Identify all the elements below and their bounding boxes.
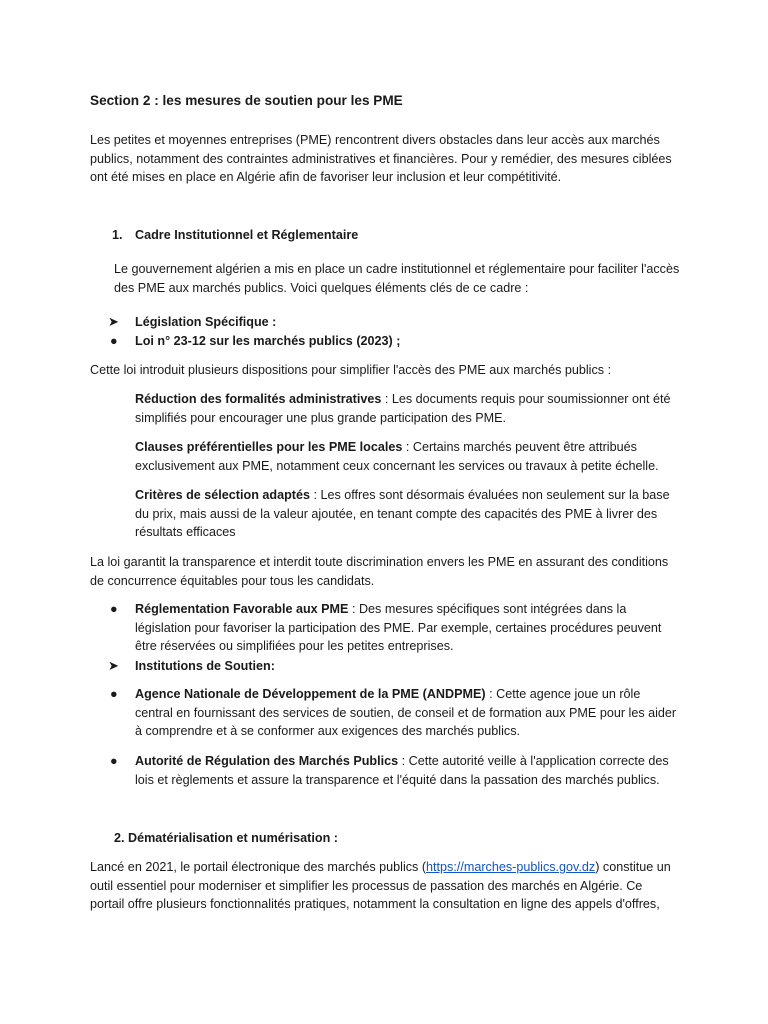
- loi-intro: Cette loi introduit plusieurs dispositions pour simplifier l'accès des PME aux marchés publics :: [90, 363, 612, 377]
- institutions-label: Institutions de Soutien:: [135, 659, 275, 673]
- arrow-bullet-icon: ➤: [108, 658, 119, 673]
- cadre-paragraph: Le gouvernement algérien a mis en place un cadre institutionnel et réglementaire pour faciliter l'accès des PME aux marchés publics. Voici quelques éléments clés de ce cadre :: [114, 262, 680, 295]
- portal-link[interactable]: https://marches-publics.gov.dz: [426, 860, 596, 874]
- heading-1-title: Cadre Institutionnel et Réglementaire: [135, 228, 359, 242]
- bullet-icon: ●: [110, 687, 118, 701]
- measure-item: Réduction des formalités administratives : Les documents requis pour soumissionner ont été simplifiés pour encourager une plus grande participation des PME.: [135, 392, 671, 425]
- measure-item: Clauses préférentielles pour les PME locales : Certains marchés peuvent être attribués exclusivement aux PME, notamment ceux concernant les services ou travaux à petite échelle.: [135, 440, 659, 473]
- legislation-label: Législation Spécifique :: [135, 315, 277, 329]
- reglementation-item: Réglementation Favorable aux PME : Des mesures spécifiques sont intégrées dans la législation pour favoriser la participation des PME. Par exemple, certaines procédures peuvent être réservées ou simplifiées pour les petites entreprises.: [135, 602, 662, 654]
- bullet-icon: ●: [110, 602, 118, 616]
- portal-paragraph: Lancé en 2021, le portail électronique des marchés publics (https://marches-publics.gov.dz) constitue un outil essentiel pour moderniser et simplifier les processus de passation des marchés en Algérie. Ce portail offre plusieurs fonctionnalités pratiques, notamment la consultation en ligne des appels d'offres,: [90, 860, 671, 912]
- arrow-bullet-icon: ➤: [108, 314, 119, 329]
- heading-2-title: 2. Dématérialisation et numérisation :: [114, 831, 338, 845]
- bullet-icon: ●: [110, 334, 118, 348]
- autorite-item: Autorité de Régulation des Marchés Publics : Cette autorité veille à l'application correcte des lois et règlements et assure la transparence et l'équité dans la passation des marchés publics.: [135, 754, 669, 787]
- measure-item: Critères de sélection adaptés : Les offres sont désormais évaluées non seulement sur la base du prix, mais aussi de la valeur ajoutée, en tenant compte des capacités des PME à livrer des résultats efficaces: [135, 488, 670, 540]
- section-title: Section 2 : les mesures de soutien pour les PME: [90, 93, 403, 108]
- guarantee-paragraph: La loi garantit la transparence et interdit toute discrimination envers les PME en assurant des conditions de concurrence équitables pour tous les candidats.: [90, 555, 669, 588]
- intro-paragraph: Les petites et moyennes entreprises (PME) rencontrent divers obstacles dans leur accès aux marchés publics, notamment des contraintes administratives et financières. Pour y remédier, des mesures ciblées ont été mises en place en Algérie afin de favoriser leur inclusion et leur compétitivité.: [90, 133, 672, 185]
- measure-term: Clauses préférentielles pour les PME locales: [135, 440, 403, 454]
- bullet-icon: ●: [110, 754, 118, 768]
- loi-label: Loi n° 23-12 sur les marchés publics (2023) ;: [135, 334, 401, 348]
- measure-term: Critères de sélection adaptés: [135, 488, 310, 502]
- measure-term: Réduction des formalités administratives: [135, 392, 382, 406]
- heading-1-number: 1.: [112, 228, 123, 242]
- andpme-item: Agence Nationale de Développement de la PME (ANDPME) : Cette agence joue un rôle central en fournissant des services de soutien, de conseil et de formation aux PME pour les aider à comprendre et à se conformer aux exigences des marchés publics.: [135, 687, 677, 739]
